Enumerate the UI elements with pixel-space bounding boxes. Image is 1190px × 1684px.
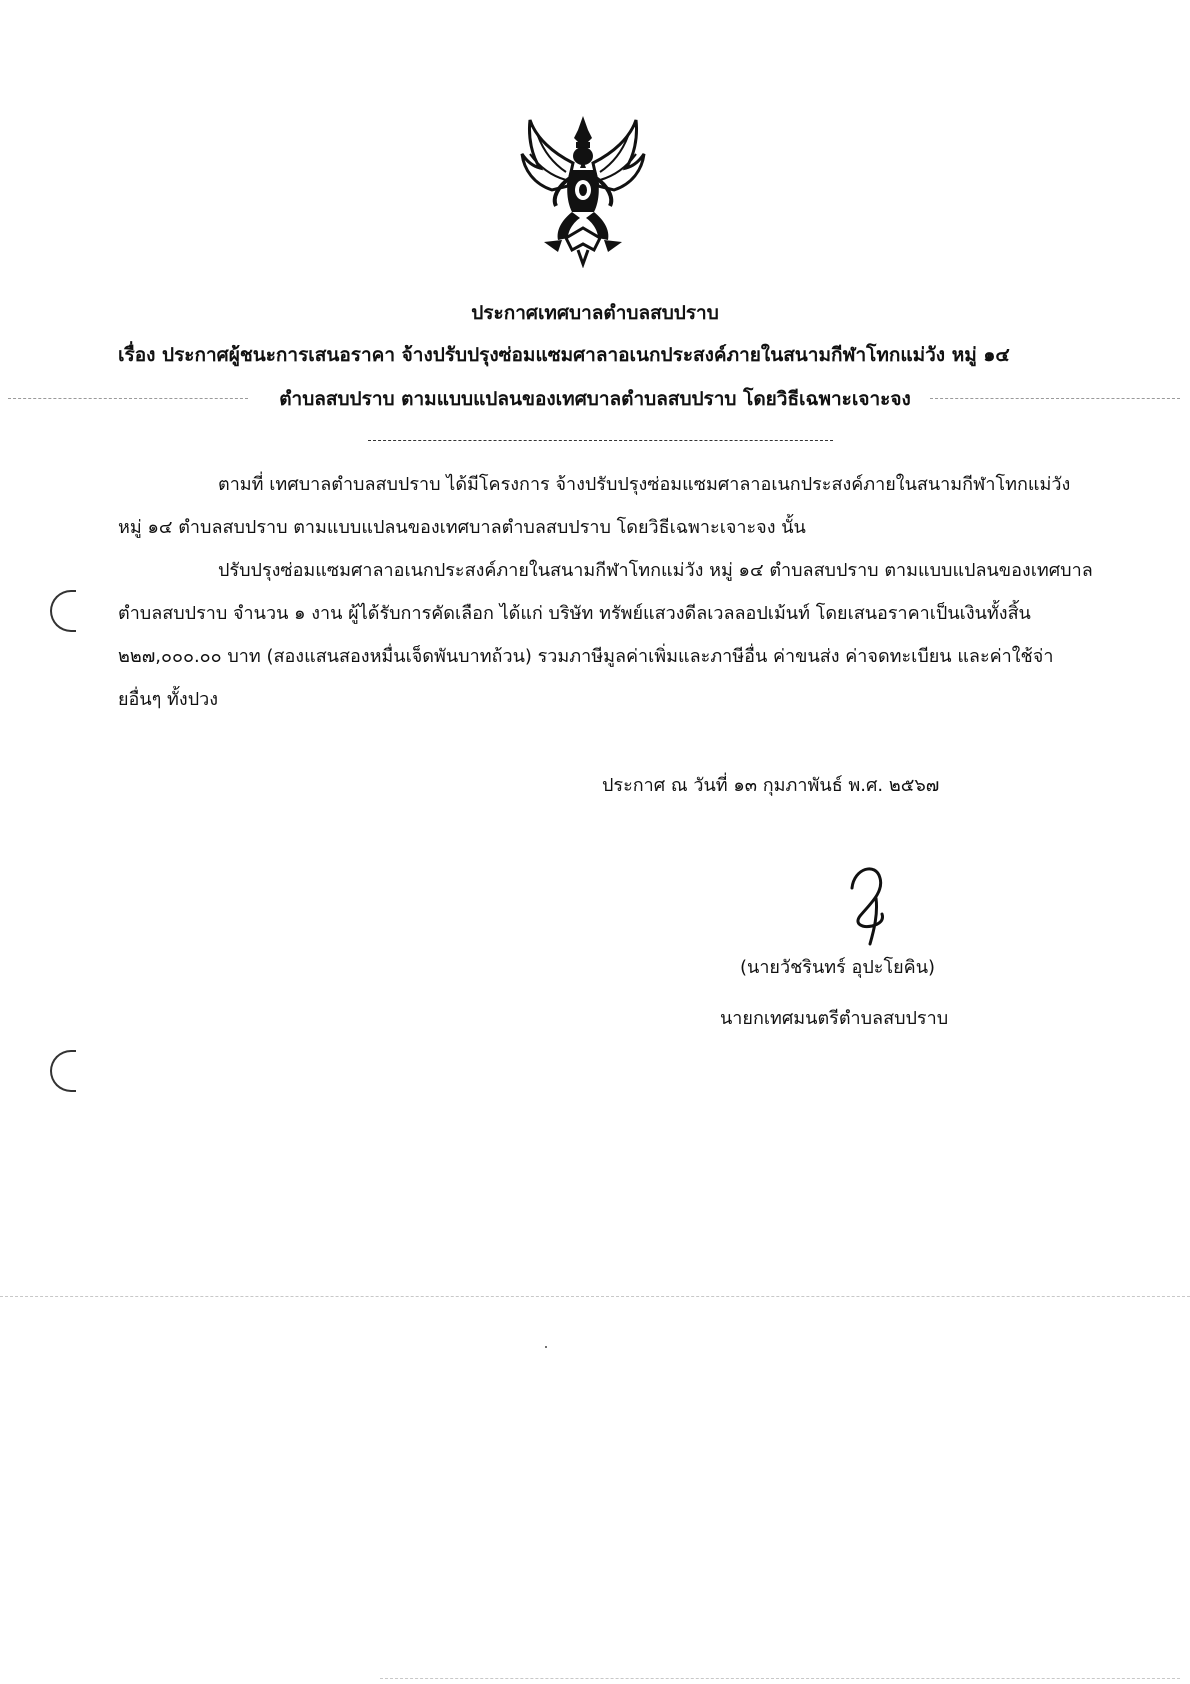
announcement-date: ประกาศ ณ วันที่ ๑๓ กุมภาพันธ์ พ.ศ. ๒๕๖๗: [602, 775, 940, 796]
punch-hole-mark: [50, 590, 76, 632]
subject-line-1: เรื่อง ประกาศผู้ชนะการเสนอราคา จ้างปรับปรุงซ่อมแซมศาลาอเนกประสงค์ภายในสนามกีฬาโทกแม่วัง หมู่ ๑๔: [118, 344, 1010, 366]
separator-line: [368, 440, 833, 441]
announcement-title: ประกาศเทศบาลตำบลสบปราบ: [471, 302, 719, 324]
dotted-rule-right: [930, 398, 1180, 399]
signer-name: (นายวัชรินทร์ อุปะโยคิน): [740, 957, 936, 978]
body-paragraph-2: ปรับปรุงซ่อมแซมศาลาอเนกประสงค์ภายในสนามกีฬาโทกแม่วัง หมู่ ๑๔ ตำบลสบปราบ ตามแบบแปลนของเทศบาลตำบลสบปราบ จำนวน ๑ งาน ผู้ได้รับการคัดเลือก ได้แก่ บริษัท ทรัพย์แสวงดีลเวลลอปเม้นท์ โดยเสนอราคาเป็นเงินทั้งสิ้น ๒๒๗,๐๐๐.๐๐ บาท (สองแสนสองหมื่นเจ็ดพันบาทถ้วน) รวมภาษีมูลค่าเพิ่มและภาษีอื่น ค่าขนส่ง ค่าจดทะเบียน และค่าใช้จ่ายอื่นๆ ทั้งปวง: [118, 560, 1093, 710]
signer-title: นายกเทศมนตรีตำบลสบปราบ: [720, 1008, 949, 1029]
punch-hole-mark: [50, 1050, 76, 1092]
garuda-emblem-icon: [518, 108, 648, 268]
scan-artifact-line: [380, 1678, 1180, 1679]
scan-speck: [545, 1346, 547, 1348]
signature: [832, 858, 912, 948]
scan-artifact-line: [0, 1296, 1190, 1297]
subject-line-2: ตำบลสบปราบ ตามแบบแปลนของเทศบาลตำบลสบปราบ โดยวิธีเฉพาะเจาะจง: [279, 388, 911, 410]
body-paragraph-1: ตามที่ เทศบาลตำบลสบปราบ ได้มีโครงการ จ้างปรับปรุงซ่อมแซมศาลาอเนกประสงค์ภายในสนามกีฬาโทกแม่วัง หมู่ ๑๔ ตำบลสบปราบ ตามแบบแปลนของเทศบาลตำบลสบปราบ โดยวิธีเฉพาะเจาะจง นั้น: [118, 474, 1071, 538]
